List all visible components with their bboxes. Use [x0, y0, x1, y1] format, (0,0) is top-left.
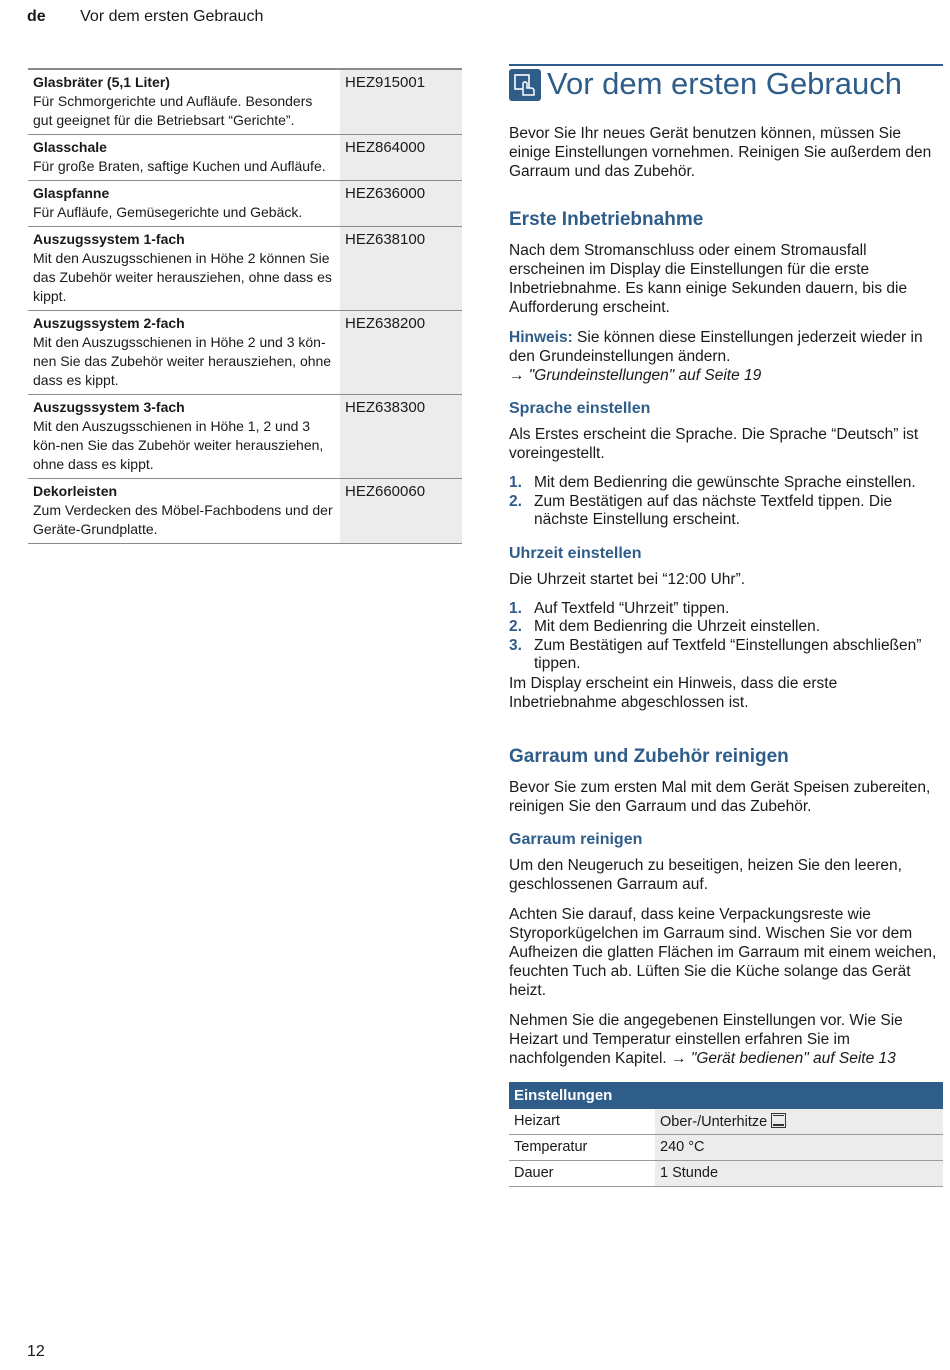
- subsection-title-uhrzeit: Uhrzeit einstellen: [509, 544, 642, 562]
- garraum-p3-text: Nehmen Sie die angegebenen Einstellungen vor. Wie Sie Heizart und Temperatur einstellen erfahren Sie im nachfolgenden Kapitel.: [509, 1011, 903, 1067]
- table-row: [28, 479, 462, 544]
- accessory-description: [28, 227, 340, 311]
- table-row: [28, 311, 462, 395]
- step-text: Mit dem Bedienring die gewünschte Sprache einstellen.: [534, 474, 916, 491]
- settings-value: [655, 1109, 943, 1135]
- accessory-name: Dekorleisten: [33, 483, 118, 499]
- accessory-description: [28, 135, 340, 181]
- xref-grundeinstellungen[interactable]: → "Grundeinstellungen" auf Seite 19: [509, 367, 762, 384]
- subsection-title-sprache: Sprache einstellen: [509, 400, 651, 417]
- accessory-description: [28, 311, 340, 395]
- accessory-text: Für große Braten, saftige Kuchen und Aufläufe.: [33, 158, 326, 174]
- step-number: 1.: [509, 599, 522, 617]
- step-text: Zum Bestätigen auf das nächste Textfeld tippen. Die nächste Einstellung erscheint.: [534, 492, 893, 528]
- accessory-text: Für Schmorgerichte und Aufläufe. Besonders gut geeignet für die Betriebsart “Gerichte”.: [33, 93, 313, 128]
- chapter-intro: Bevor Sie Ihr neues Gerät benutzen können, müssen Sie einige Einstellungen vornehmen. Reinigen Sie außerdem den Garraum und das Zubehör.: [509, 125, 932, 180]
- erste-text: Nach dem Stromanschluss oder einem Stromausfall erscheinen im Display die Einstellungen für die erste Inbetriebnahme. Es kann einige Sekunden dauern, bis die Aufforderung erscheint.: [509, 242, 908, 316]
- garraum-p1: Um den Neugeruch zu beseitigen, heizen Sie den leeren, geschlossenen Garraum auf.: [509, 856, 902, 893]
- garraum-p2: Achten Sie darauf, dass keine Verpackungsreste wie Styroporkügelchen im Garraum sind. Wischen Sie vor dem Aufheizen die glatten Flächen im Garraum mit einem weichen, feuchten Tuch ab. Lüften Sie die Küche solange das Gerät heizt.: [509, 905, 937, 999]
- accessory-code: HEZ864000: [340, 135, 462, 181]
- table-row: [509, 1109, 943, 1135]
- sprache-steps: [509, 474, 943, 530]
- accessory-name: Auszugssystem 3-fach: [33, 399, 185, 415]
- settings-label: Dauer: [509, 1160, 655, 1186]
- accessory-name: Glasbräter (5,1 Liter): [33, 74, 170, 90]
- settings-label: Heizart: [509, 1109, 655, 1135]
- subsection-title-garraum-reinigen: Garraum reinigen: [509, 830, 643, 848]
- table-row: [28, 69, 462, 135]
- accessory-description: [28, 69, 340, 135]
- uhrzeit-after: Im Display erscheint ein Hinweis, dass die erste Inbetriebnahme abgeschlossen ist.: [509, 674, 838, 711]
- section-title-garraum: Garraum und Zubehör reinigen: [509, 745, 789, 767]
- accessory-name: Auszugssystem 2-fach: [33, 315, 185, 331]
- list-item: [509, 637, 943, 674]
- chapter-heading: [509, 64, 943, 102]
- list-item: [509, 493, 943, 530]
- table-row: [28, 395, 462, 479]
- list-item: [509, 618, 943, 637]
- step-number: 2.: [509, 492, 522, 510]
- right-column: [509, 64, 943, 1187]
- settings-label: Temperatur: [509, 1134, 655, 1160]
- language-code: de: [27, 8, 46, 25]
- settings-header: Einstellungen: [509, 1082, 943, 1109]
- accessory-table: [28, 68, 462, 544]
- accessory-text: Für Aufläufe, Gemüsegerichte und Gebäck.: [33, 204, 303, 220]
- top-bottom-heat-icon: [771, 1113, 786, 1128]
- accessory-code: HEZ638300: [340, 395, 462, 479]
- uhrzeit-steps: [509, 600, 943, 674]
- note-label: Hinweis:: [509, 329, 573, 346]
- step-text: Mit dem Bedienring die Uhrzeit einstellen.: [534, 618, 821, 635]
- accessory-description: [28, 181, 340, 227]
- table-row: [509, 1134, 943, 1160]
- step-text: Zum Bestätigen auf Textfeld “Einstellungen abschließen” tippen.: [534, 636, 922, 672]
- garraum-text: Bevor Sie zum ersten Mal mit dem Gerät Speisen zubereiten, reinigen Sie den Garraum und das Zubehör.: [509, 778, 931, 815]
- accessory-code: HEZ636000: [340, 181, 462, 227]
- accessory-text: Zum Verdecken des Möbel-Fachbodens und der Geräte-Grundplatte.: [33, 502, 333, 537]
- note: [509, 328, 943, 385]
- accessory-name: Glasschale: [33, 139, 107, 155]
- list-item: [509, 600, 943, 619]
- settings-table: [509, 1082, 943, 1187]
- step-number: 2.: [509, 618, 522, 635]
- accessory-text: Mit den Auszugsschienen in Höhe 2 können Sie das Zubehör weiter herausziehen, ohne dass es kippt.: [33, 250, 332, 304]
- table-row: [28, 227, 462, 311]
- uhrzeit-text: Die Uhrzeit startet bei “12:00 Uhr”.: [509, 570, 746, 588]
- step-number: 3.: [509, 636, 522, 654]
- accessory-code: HEZ638100: [340, 227, 462, 311]
- step-number: 1.: [509, 474, 522, 491]
- page-header: [27, 8, 263, 26]
- accessory-code: HEZ660060: [340, 479, 462, 544]
- accessory-code: HEZ915001: [340, 69, 462, 135]
- settings-value-text: Ober-/Unterhitze: [660, 1113, 768, 1130]
- step-text: Auf Textfeld “Uhrzeit” tippen.: [534, 599, 730, 617]
- table-row: [28, 135, 462, 181]
- accessory-text: Mit den Auszugsschienen in Höhe 2 und 3 kön-nen Sie das Zubehör weiter herausziehen, ohne dass es kippt.: [33, 334, 332, 388]
- accessory-code: HEZ638200: [340, 311, 462, 395]
- accessory-text: Mit den Auszugsschienen in Höhe 1, 2 und 3 kön-nen Sie das Zubehör weiter herausziehen, ohne dass es kippt.: [33, 418, 324, 472]
- settings-value: 1 Stunde: [655, 1160, 943, 1186]
- accessory-description: [28, 395, 340, 479]
- xref-geraet-bedienen[interactable]: → "Gerät bedienen" auf Seite 13: [671, 1049, 896, 1067]
- section-title-erste: Erste Inbetriebnahme: [509, 209, 704, 230]
- table-row: [28, 181, 462, 227]
- table-row: [509, 1160, 943, 1186]
- settings-value: 240 °C: [655, 1134, 943, 1160]
- list-item: [509, 474, 943, 493]
- hand-touch-icon: [509, 69, 541, 101]
- page-number: 12: [27, 1343, 45, 1360]
- sprache-text: Als Erstes erscheint die Sprache. Die Sprache “Deutsch” ist voreingestellt.: [509, 426, 919, 462]
- accessory-name: Auszugssystem 1-fach: [33, 231, 185, 247]
- accessory-name: Glaspfanne: [33, 185, 110, 201]
- chapter-title: Vor dem ersten Gebrauch: [547, 66, 902, 101]
- garraum-p3: [509, 1011, 943, 1068]
- note-text: Sie können diese Einstellungen jederzeit wieder in den Grundeinstellungen ändern.: [509, 329, 923, 365]
- header-section: Vor dem ersten Gebrauch: [80, 8, 264, 25]
- accessory-description: [28, 479, 340, 544]
